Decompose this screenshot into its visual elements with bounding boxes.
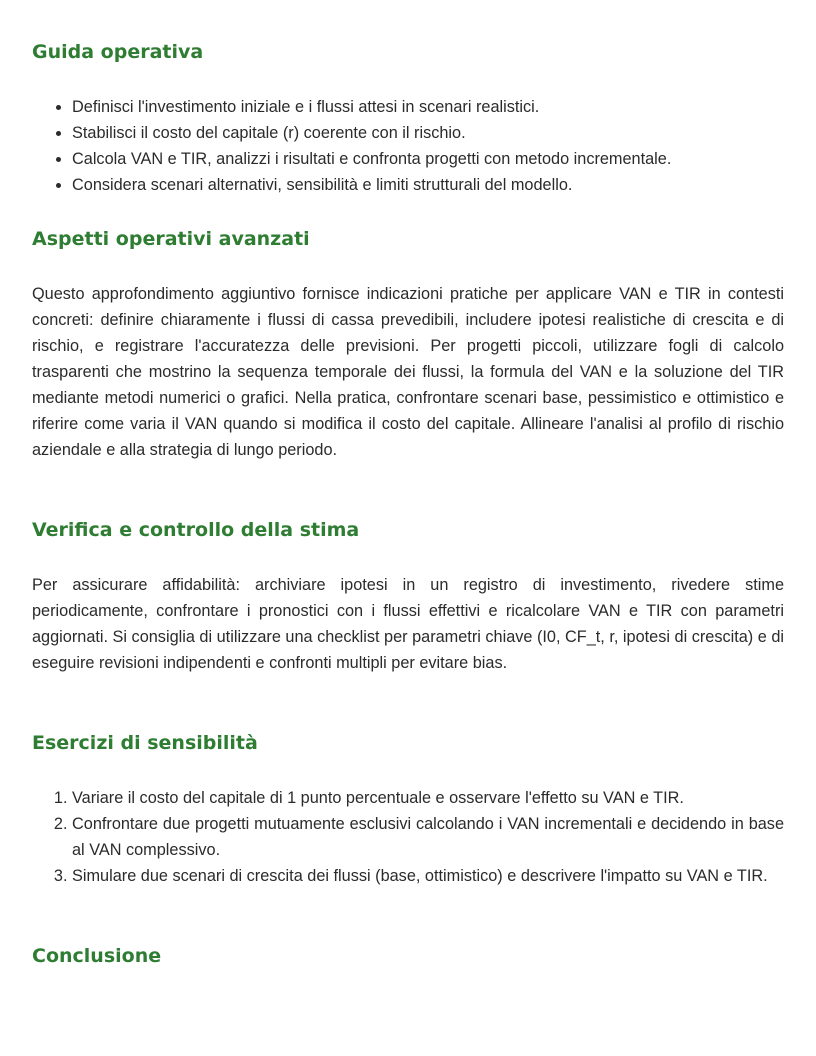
verifica-controllo-paragraph: Per assicurare affidabilità: archiviare ipotesi in un registro di investimento, rivedere stime periodicamente, confrontare i pronostici con i flussi effettivi e ricalcolare VAN e TIR con parametri aggiornati. Si consiglia di utilizzare una checklist per parametri chiave (I0, CF_t, r, ipotesi di crescita) e di eseguire revisioni indipendenti e confronti multipli per evitare bias. <box>32 576 784 672</box>
list-item: • Definisci l'investimento iniziale e i flussi attesi in scenari realistici. <box>72 94 784 120</box>
list-item: • Stabilisci il costo del capitale (r) coerente con il rischio. <box>72 120 784 146</box>
section-heading-guida-operativa: Guida operativa <box>32 41 204 63</box>
section-heading-conclusione: Conclusione <box>32 945 162 967</box>
section-heading-aspetti-operativi: Aspetti operativi avanzati <box>32 228 310 250</box>
list-item: 2. Confrontare due progetti mutuamente esclusivi calcolando i VAN incrementali e decidendo in base al VAN complessivo. <box>72 811 784 863</box>
list-item: 1. Variare il costo del capitale di 1 punto percentuale e osservare l'effetto su VAN e TIR. <box>72 785 784 811</box>
esercizi-numbered-list <box>32 785 784 889</box>
section-heading-verifica-controllo: Verifica e controllo della stima <box>32 519 360 541</box>
section-heading-esercizi-sensibilita: Esercizi di sensibilità <box>32 732 258 754</box>
aspetti-operativi-paragraph: Questo approfondimento aggiuntivo fornisce indicazioni pratiche per applicare VAN e TIR in contesti concreti: definire chiaramente i flussi di cassa prevedibili, includere ipotesi realistiche di crescita e di rischio, e registrare l'accuratezza delle previsioni. Per progetti piccoli, utilizzare fogli di calcolo trasparenti che mostrino la sequenza temporale dei flussi, la formula del VAN e la soluzione del TIR mediante metodi numerici o grafici. Nella pratica, confrontare scenari base, pessimistico e ottimistico e riferire come varia il VAN quando si modifica il costo del capitale. Allineare l'analisi al profilo di rischio aziendale e alla strategia di lungo periodo. <box>32 285 784 459</box>
list-item: • Considera scenari alternativi, sensibilità e limiti strutturali del modello. <box>72 172 784 198</box>
list-item: • Calcola VAN e TIR, analizzi i risultati e confronta progetti con metodo incrementale. <box>72 146 784 172</box>
list-item: 3. Simulare due scenari di crescita dei flussi (base, ottimistico) e descrivere l'impatto su VAN e TIR. <box>72 863 784 889</box>
guida-operativa-bullet-list <box>32 94 784 198</box>
